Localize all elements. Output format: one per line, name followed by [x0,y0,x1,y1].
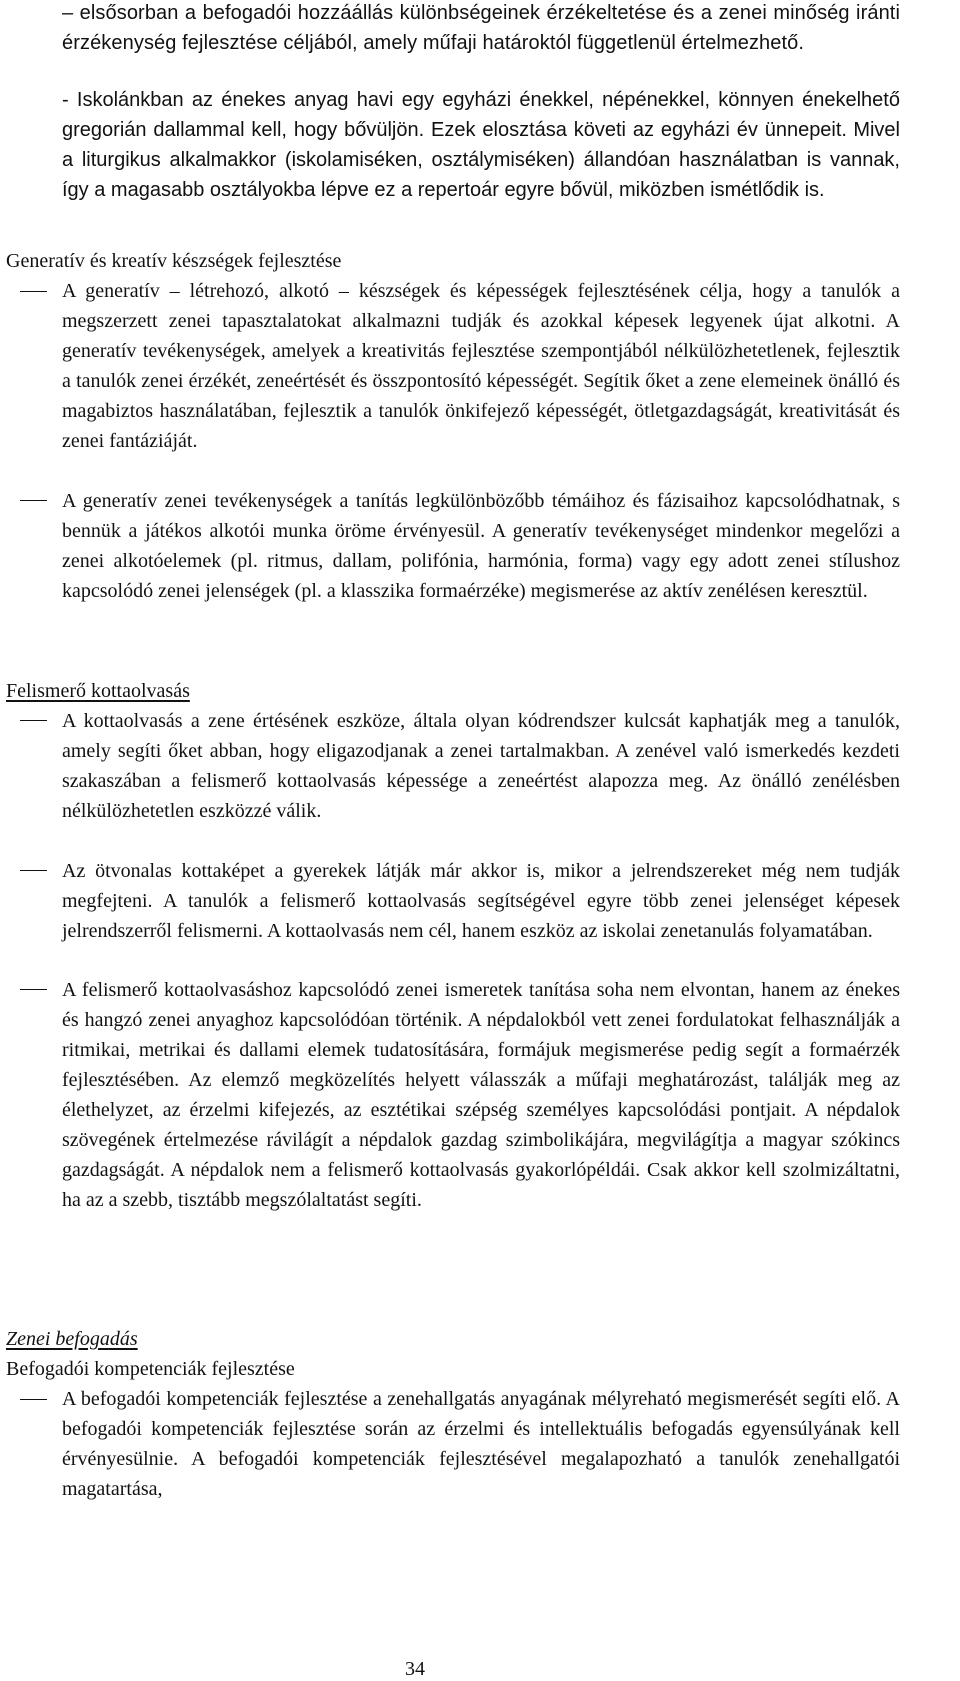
intro-paragraph-1 [62,0,900,58]
intro-paragraph-2 [62,85,900,205]
kottaolvasas-heading: Felismerő kottaolvasás [6,680,190,702]
generativ-bullet-1: A generatív – létrehozó, alkotó – készségek és képességek fejlesztésének célja, hogy a tanulók a megszerzett zenei tapasztalatokat alkalmazni tudják és azokkal képesek legyenek újat alkotni. A generatív tevékenységek, amelyek a kreativitás fejlesztése szempontjából nélkülözhetetlenek, fejlesztik a tanulók zenei érzékét, zeneértését és összpontosító képességét. Segítik őket a zene elemeinek önálló és magabiztos használatában, fejlesztik a tanulók önkifejező képességét, ötletgazdagságát, kreativitását és zenei fantáziáját. [62,280,900,452]
befogadas-section-title: Zenei befogadás [6,1328,138,1350]
bullet-dash [20,989,47,990]
befogadas-bullet-1: A befogadói kompetenciák fejlesztése a zenehallgatás anyagának mélyreható megismerését segíti elő. A befogadói kompetenciák fejlesztése során az érzelmi és intellektuális befogadás egyensúlyának kell érvényesülnie. A befogadói kompetenciák fejlesztésével megalapozható a tanulók zenehallgatói magatartása, [62,1388,900,1500]
bullet-dash [20,720,47,721]
intro-paragraph-2-sans-text: - Iskolánkban az énekes anyag havi egy egyházi énekkel, népénekkel, könnyen énekelhető gregorián dallammal kell, hogy bővüljön. Ezek elosztása követi az egyházi év ünnepeit. [62,89,900,141]
intro-paragraph-2-serif-text: Mivel a liturgikus alkalmakkor (iskolamiséken, osztálymiséken) állandóan használatban is vannak, így a magasabb osztályokba lépve ez a repertoár egyre bővül, miközben ismétlődik is. [62,119,900,201]
befogadas-heading: Befogadói kompetenciák fejlesztése [6,1358,295,1380]
kottaolvasas-bullet-2: Az ötvonalas kottaképet a gyerekek látják már akkor is, mikor a jelrendszereket még nem tudják megfejteni. A tanulók a felismerő kottaolvasás segítségével egyre több zenei jelenséget képesek jelrendszerről felismerni. A kottaolvasás nem cél, hanem eszköz az iskolai zenetanulás folyamatában. [62,860,900,942]
bullet-dash [20,291,47,292]
bullet-dash [20,1399,47,1400]
generativ-heading: Generatív és kreatív készségek fejlesztése [6,250,342,272]
kottaolvasas-bullet-1: A kottaolvasás a zene értésének eszköze, általa olyan kódrendszer kulcsát kaphatják meg a tanulók, amely segíti őket abban, hogy eligazodjanak a zenei tartalmakban. A zenével való ismerkedés kezdeti szakaszában a felismerő kottaolvasás képessége a zeneértést alapozza meg. Az önálló zenélésben nélkülözhetetlen eszközzé válik. [62,710,900,822]
generativ-bullet-2: A generatív zenei tevékenységek a tanítás legkülönbözőbb témáihoz és fázisaihoz kapcsolódhatnak, s bennük a játékos alkotói munka öröme érvényesül. A generatív tevékenységet mindenkor megelőzi a zenei alkotóelemek (pl. ritmus, dallam, polifónia, harmónia, forma) vagy egy adott zenei stílushoz kapcsolódó zenei jelenségek (pl. a klasszika formaérzéke) megismerése az aktív zenélésen keresztül. [62,490,900,602]
bullet-dash [20,870,47,871]
bullet-dash [20,500,47,501]
page-number: 34 [405,1658,425,1680]
intro-paragraph-1-text: – elsősorban a befogadói hozzáállás különbségeinek érzékeltetése és a zenei minőség iránti érzékenység fejlesztése céljából, amely műfaji határoktól függetlenül értelmezhető. [62,2,900,54]
kottaolvasas-bullet-3: A felismerő kottaolvasáshoz kapcsolódó zenei ismeretek tanítása soha nem elvontan, hanem az énekes és hangzó zenei anyaghoz kapcsolódóan történik. A népdalokból vett zenei fordulatokat felhasználják a ritmikai, metrikai és dallami elemek tudatosítására, formájuk megismerése pedig segít a formaérzék fejlesztésében. Az elemző megközelítés helyett válasszák a műfaji meghatározást, találják meg az élethelyzet, az érzelmi kifejezés, az esztétikai szépség személyes kapcsolódási pontjait. A népdalok szövegének értelmezése rávilágít a népdalok gazdag szimbolikájára, megvilágítja a magyar szókincs gazdagságát. A népdalok nem a felismerő kottaolvasás gyakorlópéldái. Csak akkor kell szolmizáltatni, ha az a szebb, tisztább megszólaltatást segíti. [62,979,900,1211]
